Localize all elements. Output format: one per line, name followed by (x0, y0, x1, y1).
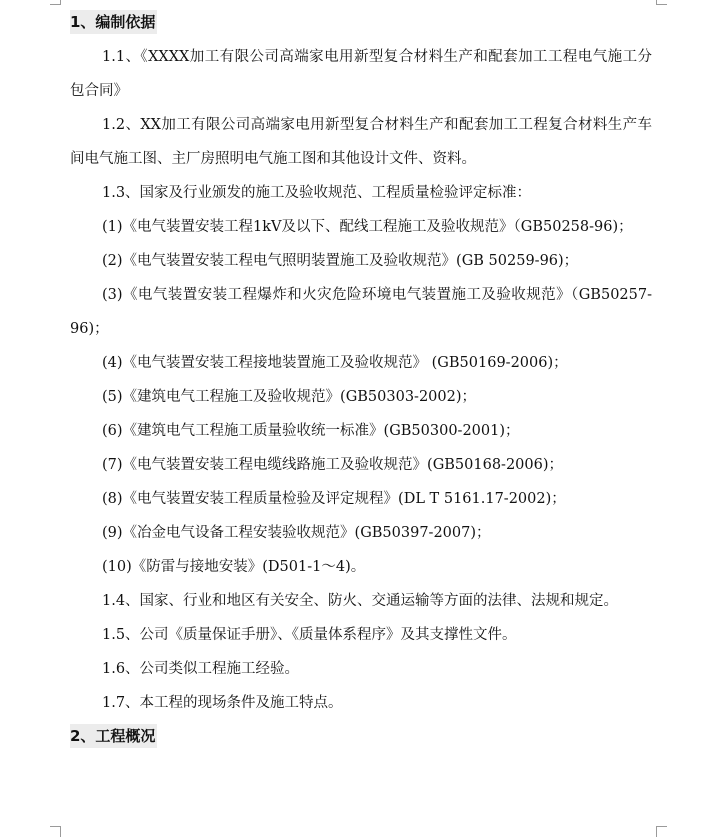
standard-item-8: (8)《电气装置安装工程质量检验及评定规程》(DL T 5161.17-2002)； (102, 491, 566, 507)
crop-mark-bottom-left (50, 826, 61, 837)
standard-item-1: (1)《电气装置安装工程1kV及以下、配线工程施工及验收规范》（GB50258-96)； (102, 219, 633, 235)
paragraph-1-5: 1.5、公司《质量保证手册》、《质量体系程序》及其支撑性文件。 (102, 627, 517, 643)
paragraph-1-3: 1.3、国家及行业颁发的施工及验收规范、工程质量检验评定标准： (102, 185, 532, 201)
standard-item-2: (2)《电气装置安装工程电气照明装置施工及验收规范》(GB 50259-96)； (102, 253, 579, 269)
standard-item-10: (10)《防雷与接地安装》(D501-1～4)。 (102, 559, 366, 575)
paragraph-1-1: 1.1、《XXXX加工有限公司高端家电用新型复合材料生产和配套加工工程电气施工分包合同》 (70, 49, 652, 99)
section-heading-basis: 1、编制依据 (70, 10, 157, 34)
paragraph-1-6: 1.6、公司类似工程施工经验。 (102, 661, 300, 677)
paragraph-1-7: 1.7、本工程的现场条件及施工特点。 (102, 695, 343, 711)
section-heading-overview: 2、工程概况 (70, 724, 157, 748)
document-body[interactable] (70, 10, 652, 748)
paragraph-1-2: 1.2、XX加工有限公司高端家电用新型复合材料生产和配套加工工程复合材料生产车间电气施工图、主厂房照明电气施工图和其他设计文件、资料。 (70, 117, 652, 167)
standard-item-5: (5)《建筑电气工程施工及验收规范》(GB50303-2002)； (102, 389, 477, 405)
standard-item-4: (4)《电气装置安装工程接地装置施工及验收规范》 (GB50169-2006)； (102, 355, 568, 371)
crop-mark-top-left (50, 0, 61, 5)
standard-item-7: (7)《电气装置安装工程电缆线路施工及验收规范》(GB50168-2006)； (102, 457, 564, 473)
standard-item-3: (3)《电气装置安装工程爆炸和火灾危险环境电气装置施工及验收规范》（GB50257-96)； (70, 287, 652, 337)
crop-mark-bottom-right (656, 826, 667, 837)
paragraph-1-4: 1.4、国家、行业和地区有关安全、防火、交通运输等方面的法律、法规和规定。 (102, 593, 619, 609)
crop-mark-top-right (656, 0, 667, 5)
standard-item-6: (6)《建筑电气工程施工质量验收统一标准》(GB50300-2001)； (102, 423, 520, 439)
standard-item-9: (9)《冶金电气设备工程安装验收规范》(GB50397-2007)； (102, 525, 491, 541)
